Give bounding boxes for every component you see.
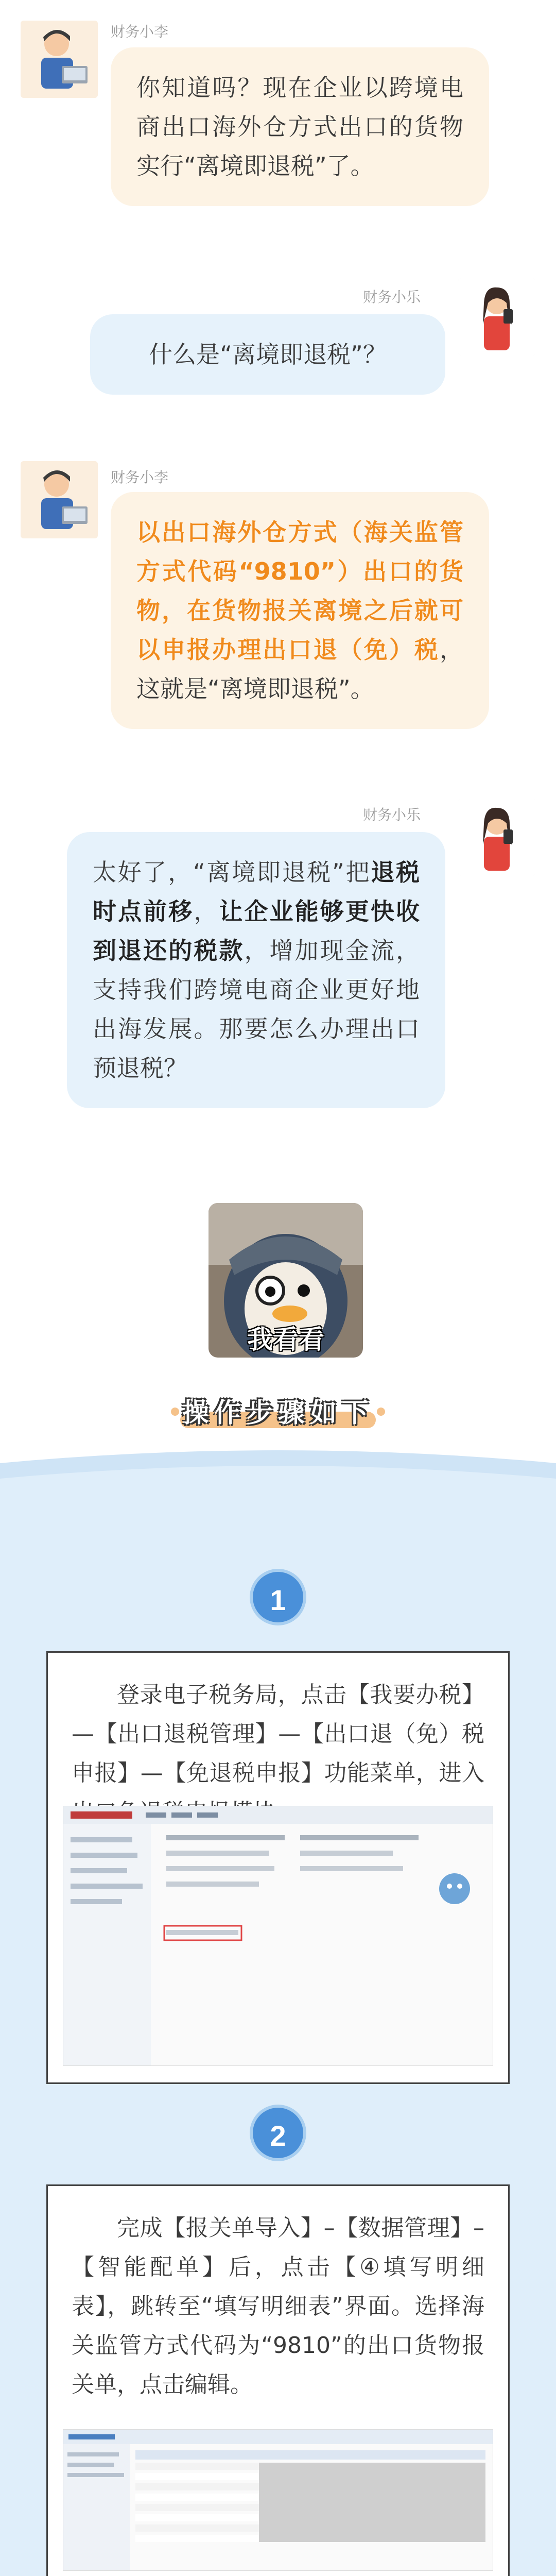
avatar-xiaoli [21, 21, 98, 98]
chat-bubble-3 [111, 492, 489, 729]
man-with-laptop-icon [21, 461, 98, 538]
chat-text-segment: ，增加现金流，支持我们跨境电商企业更好地出海发展。那要怎么办理出口预退税？ [93, 937, 420, 1082]
avatar-xiaoli [21, 461, 98, 538]
meme-image [208, 1203, 363, 1358]
step-number-1: 1 [250, 1569, 306, 1625]
step-number-2: 2 [250, 2105, 306, 2161]
man-with-laptop-icon [21, 21, 98, 98]
step-text: 登录电子税务局，点击【我要办税】—【出口退税管理】—【出口退（免）税申报】—【免退税申报】功能菜单，进入 [72, 1682, 484, 1786]
chat-bubble-2 [90, 314, 445, 395]
meme-caption: 我看看 [247, 1325, 324, 1354]
chat-text-segment: ， [194, 897, 219, 925]
avatar-xiaole [458, 799, 535, 876]
chat-text-segment: 你知道吗？现在企业以跨境电商出口海外仓方式出口的货物实行“离境即退税”了。 [136, 74, 463, 180]
screenshot-fill-details [63, 2429, 493, 2571]
chat-bubble-4 [67, 832, 445, 1108]
step-text: 完成【报关单导入】–【数据管理】–【智能配单】后，点击【④填写明细表】，跳转至“填写明细表”界面。选择海关监管方式代码为“9810”的出口货物报关单，点击编辑。 [72, 2215, 484, 2398]
screenshot-tax-portal [63, 1806, 493, 2066]
chat-text-segment: 太好了，“离境即退税”把 [93, 858, 371, 886]
woman-with-phone-icon [458, 799, 535, 876]
speaker-name: 财务小李 [111, 23, 169, 40]
woman-with-phone-icon [458, 278, 535, 355]
chat-text-segment: 什么是“离境即退税”？ [149, 341, 387, 368]
chat-text-segment: ，这就是“离境即退税”。 [136, 636, 463, 703]
avatar-xiaole [458, 278, 535, 355]
speaker-name: 财务小乐 [363, 289, 421, 306]
speaker-name: 财务小李 [111, 469, 169, 486]
chat-text-segment: 以出口海外仓方式（海关监管方式代码“9810”）出口的货物，在货物报关离境之后就可以申报办理出口退（免）税 [136, 518, 463, 664]
speaker-name: 财务小乐 [363, 806, 421, 823]
section-title-banner [165, 1386, 391, 1437]
chat-text-segment: 让企业能够更快收到退还的税款 [93, 897, 420, 964]
section-title: 操作步骤如下 [182, 1398, 374, 1429]
chat-bubble-1 [111, 47, 489, 206]
chat-text-segment: 退税时点前移 [93, 858, 420, 925]
